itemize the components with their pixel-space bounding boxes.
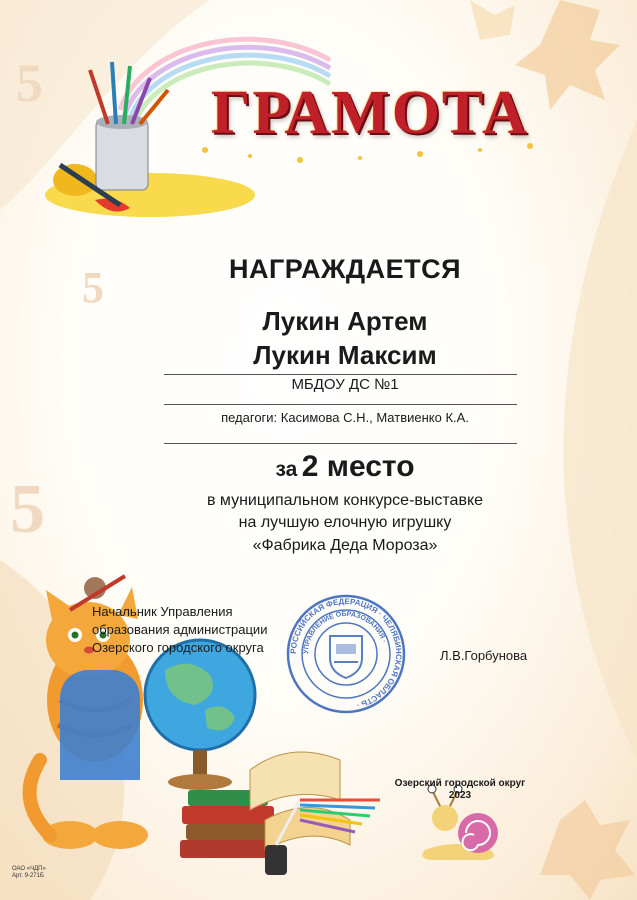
stamp-outer-text: РОССИЙСКАЯ ФЕДЕРАЦИЯ · ЧЕЛЯБИНСКАЯ ОБЛАСТЬ · xyxy=(288,596,404,710)
place-value: 2 место xyxy=(301,450,415,483)
decor-digit: 5 xyxy=(82,263,104,312)
footer-line: Озерский городской округ xyxy=(394,778,526,789)
coat-of-arms-icon xyxy=(330,636,362,678)
organization: МБДОУ ДС №1 xyxy=(291,376,399,393)
divider-line xyxy=(164,404,517,405)
teachers: педагоги: Касимова С.Н., Матвиенко К.А. xyxy=(221,410,469,425)
signatory-position-line: Озерского городского округа xyxy=(92,640,264,655)
print-note xyxy=(12,866,46,880)
signatory-position xyxy=(92,603,292,657)
place-line xyxy=(150,450,540,484)
divider-line xyxy=(164,374,517,375)
signatory-name: Л.В.Горбунова xyxy=(440,648,528,663)
leaves-bottom-right xyxy=(540,800,635,900)
signatory-position-line: Начальник Управления xyxy=(92,604,233,619)
certificate-title: ГРАМОТА xyxy=(211,79,529,147)
official-stamp xyxy=(284,592,408,716)
recipient-name: Лукин Артем xyxy=(262,306,428,336)
divider-line xyxy=(164,443,517,444)
description-line: в муниципальном конкурсе-выставке xyxy=(206,492,484,509)
print-note-line: ОАО «ЧДП» xyxy=(12,866,46,872)
stamp-inner-text: УПРАВЛЕНИЕ ОБРАЗОВАНИЯ · xyxy=(302,610,388,655)
signatory-position-line: образования администрации xyxy=(92,622,268,637)
footer-year: 2023 xyxy=(448,790,472,801)
footer-label xyxy=(385,778,535,802)
decor-digit: 5 xyxy=(16,53,43,113)
awarded-heading: НАГРАЖДАЕТСЯ xyxy=(229,254,461,284)
place-prefix: за xyxy=(275,458,298,481)
print-note-line: Арт. 9-271Б xyxy=(12,873,44,879)
recipient-name: Лукин Максим xyxy=(253,340,437,370)
description-line: «Фабрика Деда Мороза» xyxy=(252,537,438,554)
description-line: на лучшую елочную игрушку xyxy=(238,514,452,531)
decor-digit: 5 xyxy=(10,471,45,548)
